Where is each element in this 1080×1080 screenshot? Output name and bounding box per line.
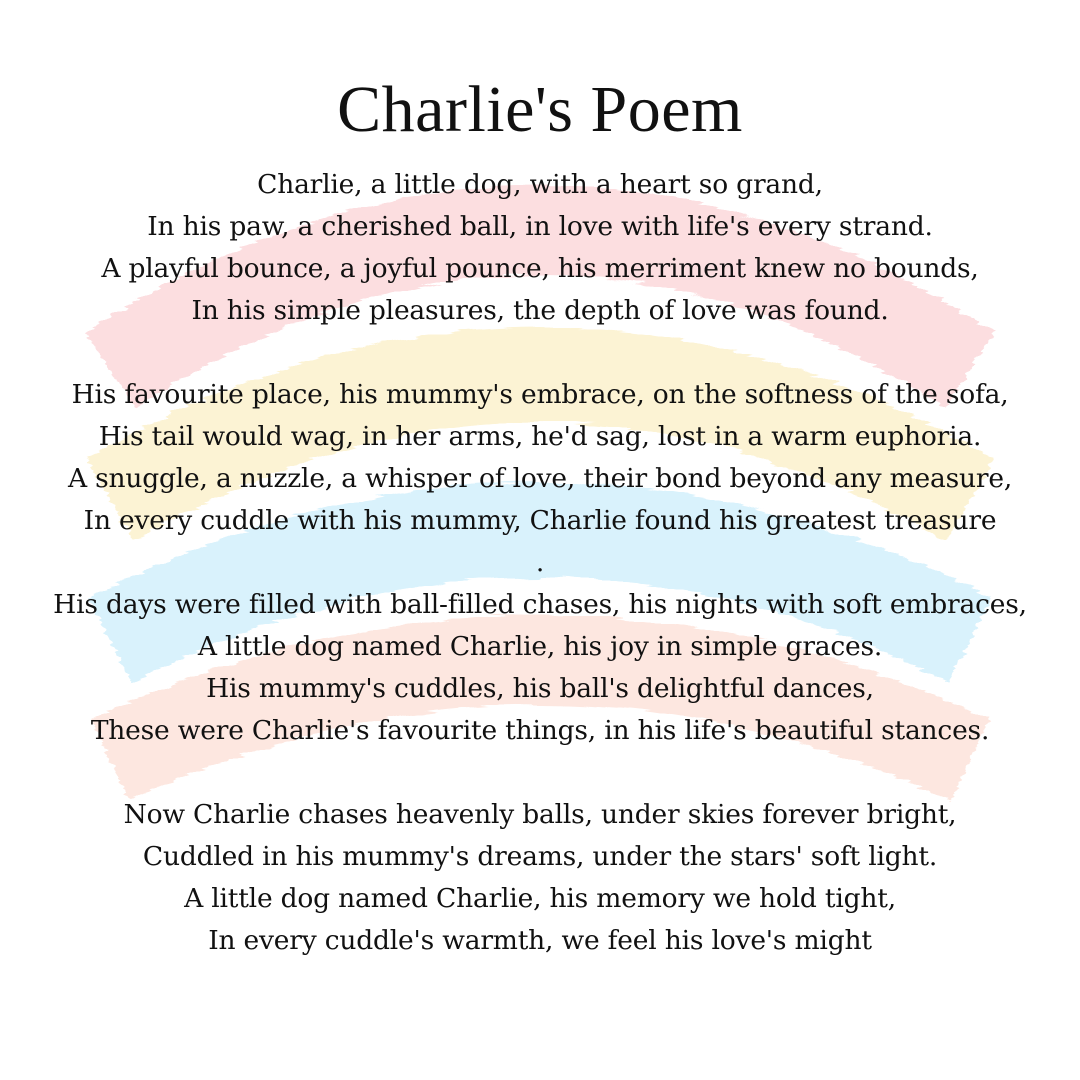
poem-line: A playful bounce, a joyful pounce, his merriment knew no bounds, bbox=[101, 253, 979, 284]
stanza-3 bbox=[0, 584, 1080, 752]
poem-line: His days were filled with ball-filled chases, his nights with soft embraces, bbox=[53, 589, 1027, 620]
stanza-1 bbox=[0, 164, 1080, 332]
stanza-4 bbox=[0, 794, 1080, 962]
stanza-gap bbox=[0, 332, 1080, 374]
poem-title: Charlie's Poem bbox=[337, 73, 743, 146]
poem-line: Cuddled in his mummy's dreams, under the stars' soft light. bbox=[142, 841, 938, 872]
poem-body bbox=[0, 164, 1080, 962]
poem-line: His tail would wag, in her arms, he'd sag, lost in a warm euphoria. bbox=[98, 421, 982, 452]
poem-line: Charlie, a little dog, with a heart so grand, bbox=[257, 169, 823, 200]
poem-line: In every cuddle's warmth, we feel his love's might bbox=[208, 925, 872, 956]
poem-line: In his simple pleasures, the depth of love was found. bbox=[191, 295, 889, 326]
poem-line-period: . bbox=[535, 547, 545, 578]
poem-line: A little dog named Charlie, his memory we hold tight, bbox=[184, 883, 896, 914]
poem-line: These were Charlie's favourite things, in his life's beautiful stances. bbox=[90, 715, 990, 746]
stanza-gap bbox=[0, 752, 1080, 794]
poem-line: His mummy's cuddles, his ball's delightful dances, bbox=[206, 673, 874, 704]
poem-line: A snuggle, a nuzzle, a whisper of love, their bond beyond any measure, bbox=[67, 463, 1013, 494]
poem-line: His favourite place, his mummy's embrace, on the softness of the sofa, bbox=[71, 379, 1009, 410]
poem-line: Now Charlie chases heavenly balls, under skies forever bright, bbox=[123, 799, 957, 830]
poem-line: In every cuddle with his mummy, Charlie found his greatest treasure bbox=[83, 505, 997, 536]
poem-line: A little dog named Charlie, his joy in simple graces. bbox=[197, 631, 883, 662]
stanza-2 bbox=[0, 374, 1080, 584]
poem-line: In his paw, a cherished ball, in love with life's every strand. bbox=[147, 211, 933, 242]
